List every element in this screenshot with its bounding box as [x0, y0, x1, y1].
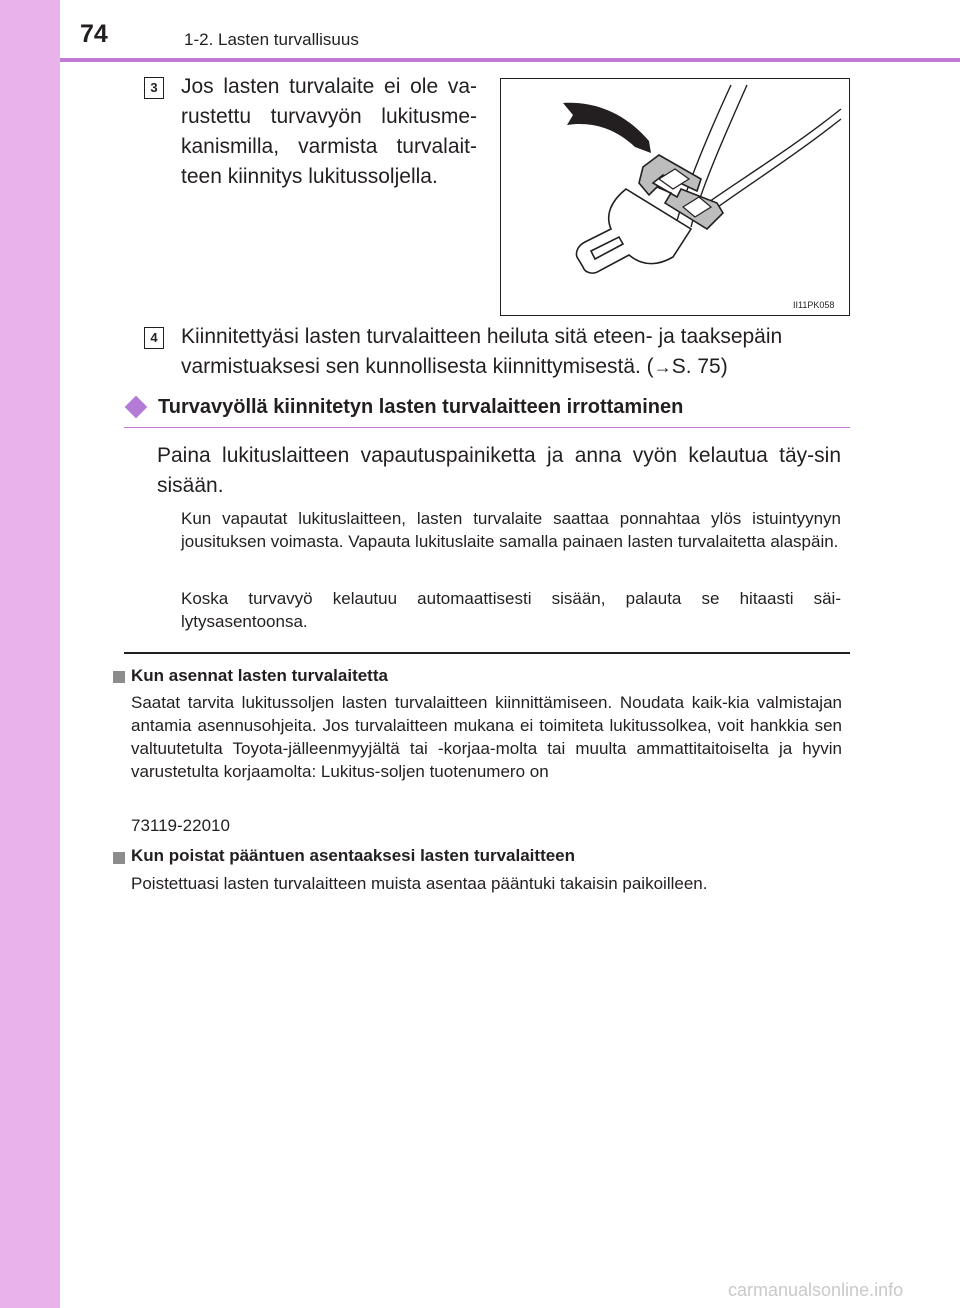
note-body-1: Saatat tarvita lukitussoljen lasten turvalaitteen kiinnittämiseen. Noudata kaik-kia valmistajan antamia asennusohjeita. Jos turvalaitteen mukana ei toimiteta lukitussolkea, voit hankkia sen valtuutetulta Toyota-jälleenmyyjältä tai -korjaa-molta tai muulta ammattitaitoiselta ja hyvin varustetulta korjaamolta: Lukitus-soljen tuotenumero on: [131, 693, 842, 781]
step-3-text: Jos lasten turvalaite ei ole va-rustettu turvavyön lukitusme-kanismilla, varmista turvalait-teen kiinnitys lukitussoljella.: [181, 75, 477, 188]
note-body-2: Poistettuasi lasten turvalaitteen muista asentaa pääntuki takaisin paikoilleen.: [131, 874, 708, 893]
arrow-right-icon: →: [653, 357, 672, 377]
step-4-text: [181, 322, 849, 382]
section-title: 1-2. Lasten turvallisuus: [184, 30, 359, 49]
step-4-body: Kiinnitettyäsi lasten turvalaitteen heiluta sitä eteen- ja taaksepäin varmistuaksesi sen kunnollisesta kiinnittymisestä. (: [181, 325, 783, 378]
square-bullet-icon: [113, 852, 125, 864]
section-divider: [124, 652, 850, 654]
seatbelt-locking-clip-illustration: [500, 78, 850, 316]
watermark: carmanualsonline.info: [728, 1280, 904, 1300]
step-number-4: 4: [144, 327, 164, 349]
locking-clip-drawing: [501, 79, 849, 315]
side-band: [0, 0, 60, 1308]
subsection-heading: Turvavyöllä kiinnitetyn lasten turvalaitteen irrottaminen: [158, 396, 684, 418]
release-instruction: Paina lukituslaitteen vapautuspainiketta ja anna vyön kelautua täy-sin sisään.: [157, 444, 841, 497]
page-number: 74: [80, 20, 108, 48]
step-number-3: 3: [144, 77, 164, 99]
caution-text-2: Koska turvavyö kelautuu automaattisesti sisään, palauta se hitaasti säi-lytysasentoonsa.: [181, 589, 841, 631]
square-bullet-icon: [113, 671, 125, 683]
caution-text-1: Kun vapautat lukituslaitteen, lasten turvalaite saattaa ponnahtaa ylös istuintyynyn jousituksen voimasta. Vapauta lukituslaite samalla painaen lasten turvalaitetta alaspäin.: [181, 509, 841, 551]
figure-code: II11PK058: [793, 300, 835, 310]
part-number: 73119-22010: [131, 816, 230, 835]
header-rule: [60, 58, 960, 62]
diamond-icon: [125, 396, 148, 419]
page-reference-link[interactable]: S. 75): [671, 355, 728, 378]
subsection-rule: [124, 427, 850, 428]
note-title-1: Kun asennat lasten turvalaitetta: [131, 666, 388, 685]
note-title-2: Kun poistat pääntuen asentaaksesi lasten turvalaitteen: [131, 846, 576, 865]
